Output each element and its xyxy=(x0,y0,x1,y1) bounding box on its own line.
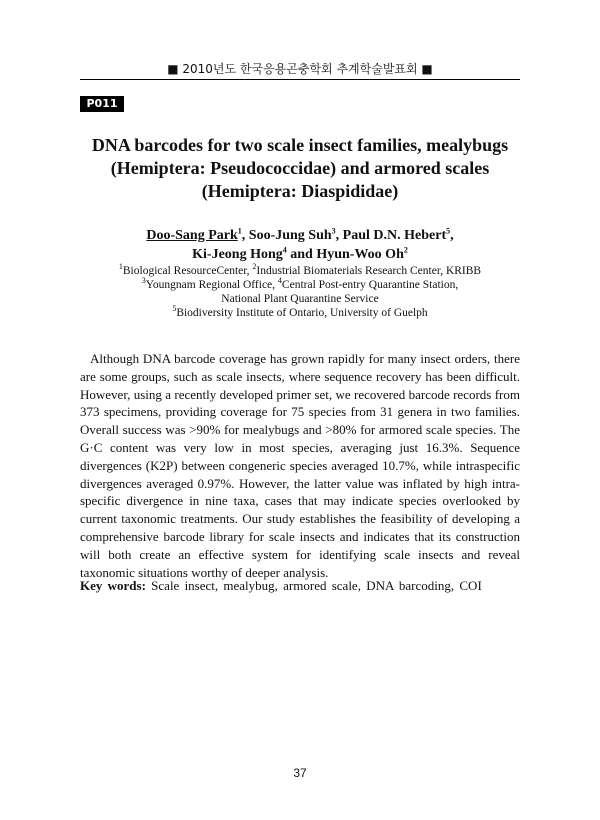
paper-code-badge: P011 xyxy=(80,96,124,112)
author-affil-mark: 1 xyxy=(237,226,242,236)
affil-mark: 2 xyxy=(252,262,257,272)
author-separator: , xyxy=(450,228,454,243)
affil-text: Biodiversity Institute of Ontario, University of Guelph xyxy=(176,307,428,319)
page-number: 37 xyxy=(293,766,307,780)
affil-mark: 1 xyxy=(118,262,123,272)
affil-text: Youngnam Regional Office, xyxy=(145,279,278,291)
header-rule xyxy=(80,79,520,80)
author-affil-mark: 4 xyxy=(282,245,287,255)
title-line-2: (Hemiptera: Pseudococcidae) and armored scales xyxy=(110,158,490,178)
affil-mark: 3 xyxy=(141,276,146,286)
title-line-3: (Hemiptera: Diaspididae) xyxy=(201,181,399,201)
author-name: Ki-Jeong Hong xyxy=(192,247,283,262)
affil-mark: 4 xyxy=(277,276,282,286)
affiliation-line-3: National Plant Quarantine Service xyxy=(221,293,379,305)
author-name: , Paul D.N. Hebert xyxy=(335,228,447,243)
author-line-2 xyxy=(40,245,560,264)
author-affil-mark: 5 xyxy=(446,226,451,236)
keywords xyxy=(80,577,520,594)
affiliation-line-4 xyxy=(40,306,560,320)
affiliation-line-2 xyxy=(40,278,560,292)
author-name: Doo-Sang Park xyxy=(146,228,238,243)
author-name: and Hyun-Woo Oh xyxy=(286,247,404,262)
affil-text: Central Post-entry Quarantine Station, xyxy=(281,279,459,291)
keywords-text: Scale insect, mealybug, armored scale, DNA barcoding, COI xyxy=(145,578,482,593)
keywords-label: Key words: xyxy=(80,578,146,593)
abstract xyxy=(80,350,520,581)
author-affil-mark: 3 xyxy=(331,226,336,236)
affiliation-line-1 xyxy=(40,264,560,278)
author-name: , Soo-Jung Suh xyxy=(241,228,332,243)
affiliations xyxy=(40,264,560,320)
title-line-1: DNA barcodes for two scale insect families, mealybugs xyxy=(91,135,509,155)
affil-mark: 5 xyxy=(172,304,177,314)
abstract-paragraph: Although DNA barcode coverage has grown rapidly for many insect orders, there are some groups, such as scale insects, where sequence recovery has been difficult. However, using a recently developed primer set, we recovered barcode records from 373 specimens, providing coverage for 75 species from 31 genera in two families. Overall success was >90% for mealybugs and >80% for armored scale species. The G·C content was very low in most species, averaging just 16.3%. Sequence divergences (K2P) between congeneric species averaged 10.7%, while intraspecific divergences averaged 0.97%. However, the latter value was inflated by high intra-specific divergence in nine taxa, cases that may indicate species overlooked by current taxonomic treatments. Our study establishes the feasibility of developing a comprehensive barcode library for scale insects and indicates that its construction will both create an effective system for identifying scale insects and reveal taxonomic situations worthy of deeper analysis. xyxy=(80,351,520,580)
paper-title xyxy=(60,134,540,203)
author-list xyxy=(40,226,560,264)
author-line-1 xyxy=(40,226,560,245)
running-header: ■ 2010년도 한국응용곤충학회 추계학술발표회 ■ xyxy=(167,62,433,76)
author-affil-mark: 2 xyxy=(403,245,408,255)
affil-text: Industrial Biomaterials Research Center, KRIBB xyxy=(256,265,482,277)
affil-text: Biological ResourceCenter, xyxy=(122,265,253,277)
